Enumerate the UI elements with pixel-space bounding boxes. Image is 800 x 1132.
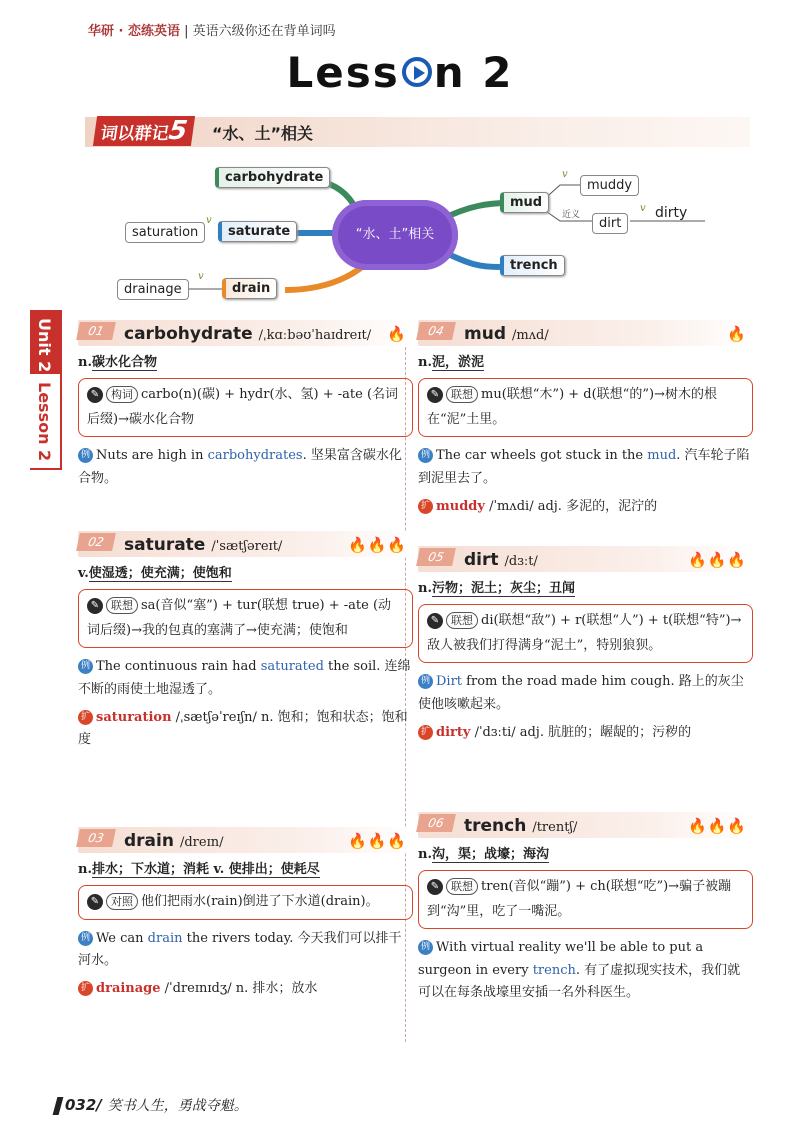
memory-tip-box [78, 885, 413, 920]
phonetic: /mʌd/ [512, 328, 549, 343]
entry-carbohydrate [78, 320, 413, 525]
example-pre: Nuts are high in [96, 448, 208, 464]
extension-definition: /ˈdreɪnɪdʒ/ n. 排水；放水 [160, 980, 318, 996]
example-post: from the road made him cough. 路上的灰尘使他咳嗽起来。 [418, 674, 744, 712]
frequency-flame-icon: 🔥🔥🔥 [347, 536, 407, 554]
part-of-speech: n. [78, 355, 92, 370]
entry-number: 03 [76, 829, 116, 847]
definition [418, 578, 753, 600]
node-saturate: saturate [218, 221, 297, 242]
extension-headword: saturation [96, 709, 172, 725]
headword [124, 320, 371, 349]
entry-drain [78, 827, 413, 1000]
group-number: 5 [166, 116, 190, 146]
extension-headword: dirty [436, 724, 471, 740]
entry-number: 05 [416, 548, 456, 566]
example-highlight: carbohydrates [207, 448, 303, 464]
memo-tag: 联想 [446, 612, 478, 629]
right-column [418, 320, 753, 1010]
frequency-flame-icon: 🔥 [387, 325, 407, 343]
headword-text: trench [464, 816, 527, 836]
memory-tip-box [418, 870, 753, 929]
definition [78, 352, 413, 374]
entry-number: 06 [416, 814, 456, 832]
example-sentence [418, 937, 753, 1003]
memo-text: mu(联想“木”) + d(联想“的”)→树木的根在“泥”土里。 [427, 387, 717, 427]
example-highlight: saturated [260, 659, 324, 675]
meaning: 沟，渠；战壕；海沟 [431, 847, 549, 862]
example-pre: With virtual reality we'll be able to put a surgeon in every [418, 940, 704, 978]
example-icon: 例 [78, 659, 93, 674]
memory-tip-icon: ✎ [87, 598, 103, 614]
example-sentence [78, 928, 413, 972]
example-post: . 有了虚拟现实技术，我们就可以在每条战壕里安插一名外科医生。 [418, 962, 741, 1000]
group-tag-label: 词以群记 [99, 124, 170, 144]
headword-bar [78, 827, 413, 853]
check-mark-icon: v [198, 271, 204, 282]
entry-dirt [418, 546, 753, 806]
node-mud: mud [500, 192, 549, 213]
mind-map-center: “水、土”相关 [332, 200, 458, 270]
part-of-speech: n. [418, 847, 432, 862]
mind-map [110, 155, 710, 315]
extension-headword: muddy [436, 498, 485, 514]
memo-tag: 联想 [106, 597, 138, 614]
extension-icon: 扩 [418, 499, 433, 514]
extension-definition: /ˈmʌdi/ adj. 多泥的，泥泞的 [484, 498, 658, 514]
node-dirty: dirty [655, 205, 688, 221]
memory-tip-box [78, 378, 413, 437]
extension-word [78, 707, 413, 751]
extension-icon: 扩 [78, 710, 93, 725]
entry-number: 02 [76, 533, 116, 551]
extension-icon: 扩 [78, 981, 93, 996]
headword-bar [78, 531, 413, 557]
memo-tag: 对照 [106, 893, 138, 910]
definition [78, 563, 413, 585]
memo-text: 他们把雨水(rain)倒进了下水道(drain)。 [141, 894, 379, 910]
headword [464, 320, 549, 349]
definition [418, 352, 753, 374]
headword-text: saturate [124, 535, 206, 555]
entry-trench [418, 812, 753, 1004]
meaning: 碳水化合物 [91, 355, 157, 370]
headword-bar [78, 320, 413, 346]
play-icon[interactable] [402, 57, 432, 87]
memo-text: sa(音似“塞”) + tur(联想 true) + -ate (动词后缀)→我的包真的塞满了→使充满；使饱和 [87, 598, 392, 638]
phonetic: /dɜːt/ [504, 554, 538, 569]
memory-tip-box [418, 604, 753, 663]
extension-word [418, 496, 753, 518]
headword-bar [418, 546, 753, 572]
headword-bar [418, 812, 753, 838]
extension-word [78, 978, 413, 1000]
part-of-speech: n. [418, 355, 432, 370]
example-icon: 例 [418, 674, 433, 689]
example-pre: The car wheels got stuck in the [436, 448, 648, 464]
extension-definition: /ˌsætʃəˈreɪʃn/ n. 饱和；饱和状态；饱和度 [78, 709, 408, 747]
phonetic: /dreɪn/ [179, 835, 224, 850]
lesson-title [0, 48, 800, 97]
meaning: 污物；泥土；灰尘；丑闻 [431, 581, 575, 596]
memo-text: di(联想“敌”) + r(联想“人”) + t(联想“特”)→敌人被我们打得满身“泥土”，特别狼狈。 [427, 613, 742, 653]
meaning: 排水；下水道；消耗 v. 使排出；使耗尽 [91, 862, 320, 877]
frequency-flame-icon: 🔥🔥🔥 [687, 551, 747, 569]
headword [124, 531, 282, 560]
unit-side-tab [30, 310, 62, 470]
memo-tag: 联想 [446, 878, 478, 895]
example-post: the rivers today. 今天我们可以排干河水。 [78, 930, 402, 968]
example-icon: 例 [418, 940, 433, 955]
extension-definition: /ˈdɜːti/ adj. 肮脏的；龌龊的；污秽的 [470, 724, 692, 740]
example-post: . 汽车轮子陷到泥里去了。 [418, 448, 750, 486]
memory-tip-icon: ✎ [87, 894, 103, 910]
check-mark-icon: v [640, 203, 646, 214]
extension-icon: 扩 [418, 725, 433, 740]
phonetic: /ˈsætʃəreɪt/ [211, 539, 283, 554]
entry-saturate [78, 531, 413, 821]
lesson-title-suffix: n 2 [433, 48, 514, 97]
extension-word [418, 722, 753, 744]
lesson-label: Lesson 2 [35, 382, 54, 462]
example-highlight: drain [147, 930, 183, 946]
group-tag [93, 116, 195, 146]
check-mark-icon: v [206, 215, 212, 226]
node-drainage: drainage [117, 279, 189, 300]
check-mark-icon: v [562, 169, 568, 180]
memo-text: tren(音似“蹦”) + ch(联想“吃”)→骗子被蹦到“沟”里，吃了一嘴泥。 [427, 879, 732, 919]
example-sentence [418, 445, 753, 489]
example-highlight: Dirt [436, 674, 463, 690]
example-post: the soil. 连绵不断的雨使土地湿透了。 [78, 659, 411, 697]
headword-text: carbohydrate [124, 324, 253, 344]
node-carbohydrate: carbohydrate [215, 167, 330, 188]
page-footer [55, 1095, 248, 1115]
entry-number: 01 [76, 322, 116, 340]
extension-headword: drainage [96, 980, 161, 996]
memo-tag: 构词 [106, 386, 138, 403]
example-sentence [418, 671, 753, 715]
lesson-title-prefix: Less [286, 48, 400, 97]
headword [464, 812, 577, 841]
meaning: 泥，淤泥 [431, 355, 484, 370]
example-post: . 坚果富含碳水化合物。 [78, 448, 402, 486]
memory-tip-icon: ✎ [87, 387, 103, 403]
entry-number: 04 [416, 322, 456, 340]
phonetic: /trentʃ/ [532, 820, 578, 835]
example-highlight: mud [647, 448, 677, 464]
part-of-speech: n. [418, 581, 432, 596]
footer-bar-icon [53, 1097, 64, 1115]
example-sentence [78, 656, 413, 700]
example-pre: We can [96, 930, 148, 946]
synonym-note: 近义 [562, 210, 581, 220]
node-dirt: dirt [592, 213, 628, 234]
series-header: 华研 · 恋练英语 | 英语六级你还在背单词吗 [88, 24, 336, 39]
frequency-flame-icon: 🔥🔥🔥 [687, 817, 747, 835]
node-muddy: muddy [580, 175, 639, 196]
node-drain: drain [222, 278, 277, 299]
memo-text: carbo(n)(碳) + hydr(水、氢) + -ate (名词后缀)→碳水化合物 [87, 387, 399, 427]
series-brand: 华研 · 恋练英语 [88, 24, 180, 39]
frequency-flame-icon: 🔥🔥🔥 [347, 832, 407, 850]
node-trench: trench [500, 255, 565, 276]
memory-tip-icon: ✎ [427, 879, 443, 895]
example-icon: 例 [78, 931, 93, 946]
memory-tip-box [78, 589, 413, 648]
definition [418, 844, 753, 866]
memory-tip-icon: ✎ [427, 613, 443, 629]
frequency-flame-icon: 🔥 [727, 325, 747, 343]
memo-tag: 联想 [446, 386, 478, 403]
headword-text: dirt [464, 550, 499, 570]
phonetic: /ˌkɑːbəʊˈhaɪdreɪt/ [258, 328, 372, 343]
headword-text: drain [124, 831, 174, 851]
unit-label: Unit 2 [35, 318, 54, 373]
example-icon: 例 [78, 448, 93, 463]
memory-tip-icon: ✎ [427, 387, 443, 403]
headword [464, 546, 538, 575]
part-of-speech: n. [78, 862, 92, 877]
example-icon: 例 [418, 448, 433, 463]
example-pre: The continuous rain had [96, 659, 261, 675]
example-sentence [78, 445, 413, 489]
headword-bar [418, 320, 753, 346]
definition [78, 859, 413, 881]
memory-tip-box [418, 378, 753, 437]
left-column [78, 320, 413, 1006]
group-theme: “水、土”相关 [212, 124, 314, 143]
footer-motto: 笑书人生，勇战夺魁。 [107, 1098, 248, 1114]
entry-mud [418, 320, 753, 540]
node-saturation: saturation [125, 222, 205, 243]
series-title: 英语六级你还在背单词吗 [192, 24, 336, 39]
headword-text: mud [464, 324, 506, 344]
page-number: 032/ [65, 1096, 102, 1114]
meaning: 使湿透；使充满；使饱和 [88, 566, 232, 581]
part-of-speech: v. [78, 566, 89, 581]
headword [124, 827, 224, 856]
example-highlight: trench [532, 962, 576, 978]
